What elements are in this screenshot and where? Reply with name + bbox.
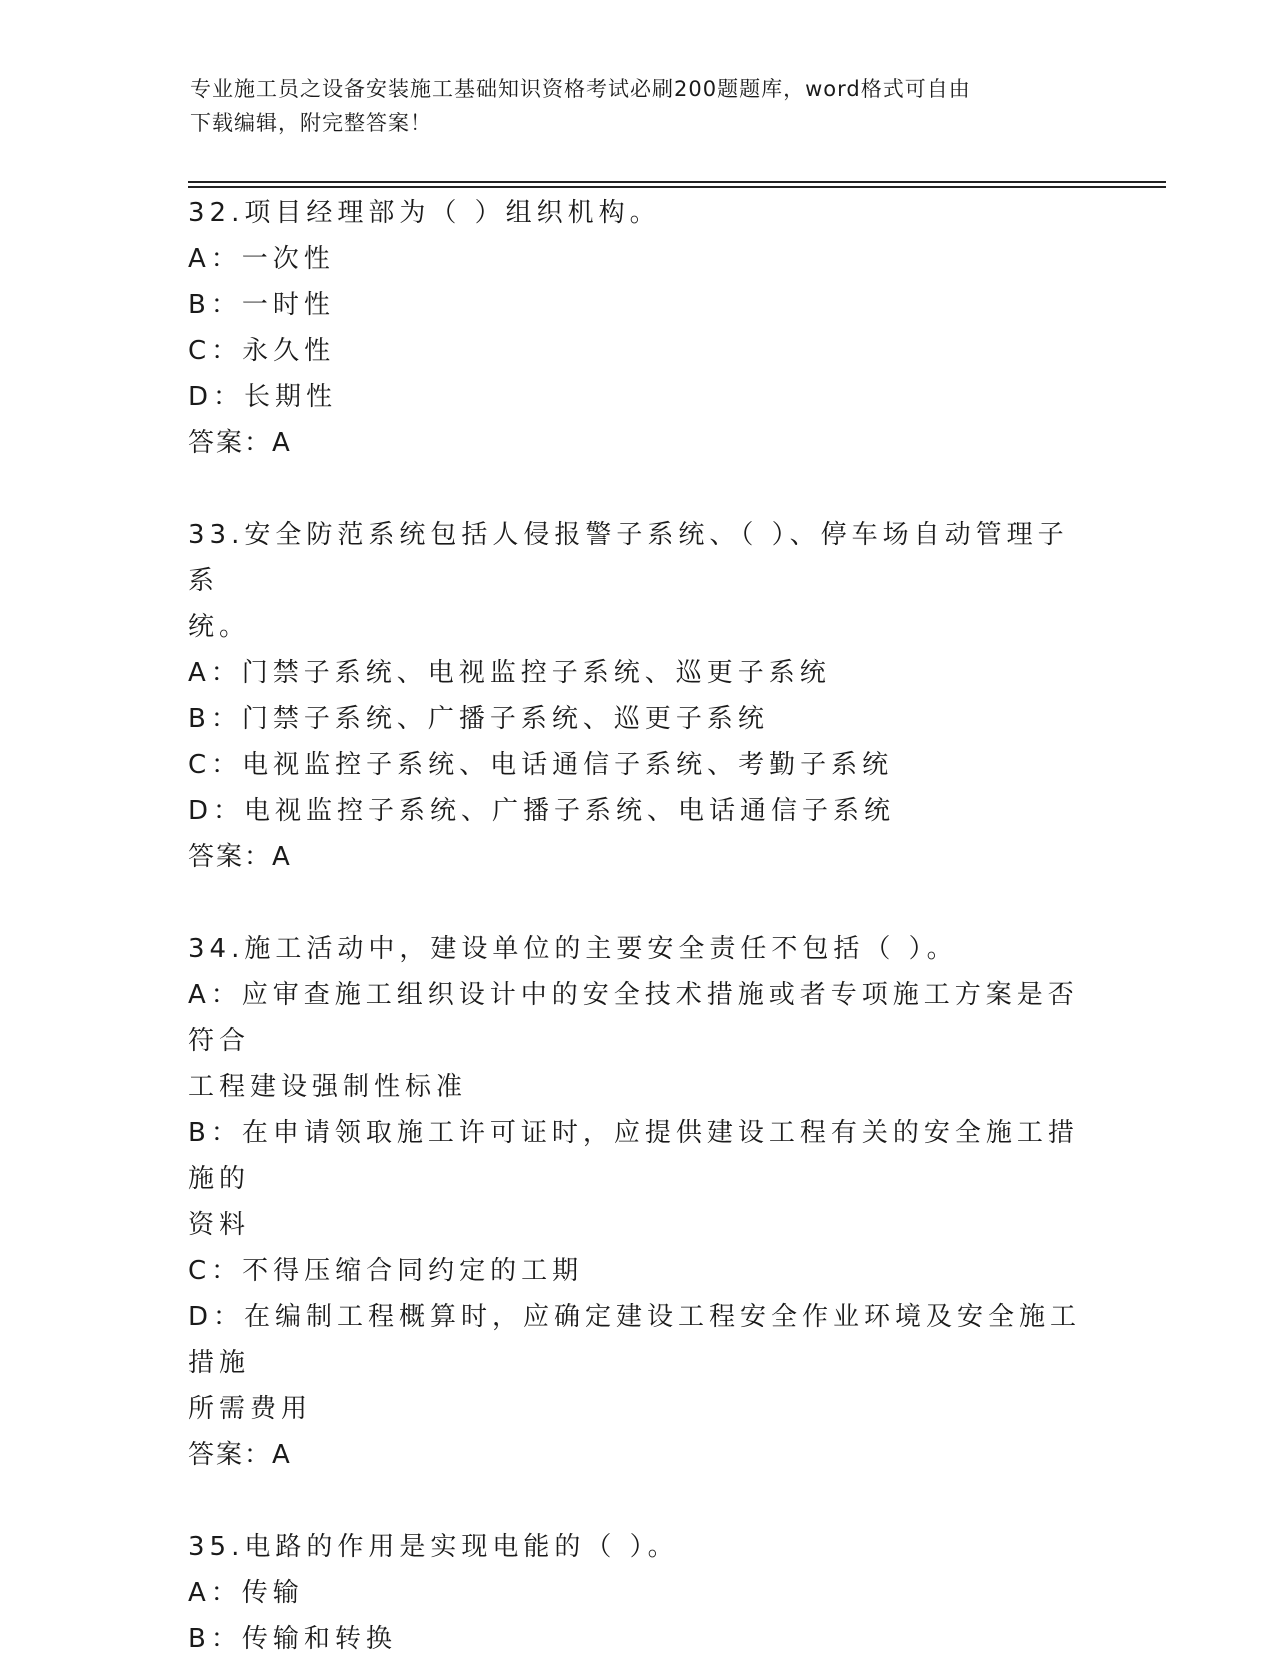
- option-b-line-2: 资料: [188, 1210, 251, 1240]
- option-b-line-1: B：在申请领取施工许可证时，应提供建设工程有关的安全施工措施的: [188, 1118, 1079, 1194]
- option-b: B：门禁子系统、广播子系统、巡更子系统: [188, 704, 769, 734]
- question-stem-line-1: 33.安全防范系统包括人侵报警子系统、（ ）、停车场自动管理子系: [188, 520, 1069, 596]
- question-stem: 32.项目经理部为（ ）组织机构。: [188, 198, 661, 228]
- option-a: A：传输: [188, 1578, 304, 1608]
- header-line-2: 下载编辑，附完整答案！: [190, 111, 432, 135]
- spacer: [188, 466, 1088, 512]
- option-a-line-2: 工程建设强制性标准: [188, 1072, 468, 1102]
- question-35: [188, 1524, 1088, 1662]
- spacer: [188, 880, 1088, 926]
- header-line-1: 专业施工员之设备安装施工基础知识资格考试必刷200题题库，word格式可自由: [190, 77, 971, 101]
- option-c: C：永久性: [188, 336, 336, 366]
- header-divider-top: [188, 181, 1166, 183]
- question-stem: 35.电路的作用是实现电能的（ ）。: [188, 1532, 679, 1562]
- option-a: A：门禁子系统、电视监控子系统、巡更子系统: [188, 658, 831, 688]
- question-34: [188, 926, 1088, 1478]
- header-divider-bottom: [188, 186, 1166, 188]
- option-d-line-2: 所需费用: [188, 1394, 313, 1424]
- option-c: C：不得压缩合同约定的工期: [188, 1256, 584, 1286]
- option-a-line-1: A：应审查施工组织设计中的安全技术措施或者专项施工方案是否符合: [188, 980, 1079, 1056]
- option-c: C：电视监控子系统、电话通信子系统、考勤子系统: [188, 750, 894, 780]
- option-a: A：一次性: [188, 244, 335, 274]
- question-33: [188, 512, 1088, 880]
- option-d: D：长期性: [188, 382, 338, 412]
- option-b: B：一时性: [188, 290, 335, 320]
- answer: 答案：A: [188, 842, 292, 872]
- answer: 答案：A: [188, 1440, 292, 1470]
- option-d-line-1: D：在编制工程概算时，应确定建设工程安全作业环境及安全施工措施: [188, 1302, 1082, 1378]
- question-list: [188, 190, 1088, 1662]
- question-stem: 34.施工活动中，建设单位的主要安全责任不包括（ ）。: [188, 934, 958, 964]
- spacer: [188, 1478, 1088, 1524]
- question-stem-line-2: 统。: [188, 612, 251, 642]
- answer: 答案：A: [188, 428, 292, 458]
- option-d: D：电视监控子系统、广播子系统、电话通信子系统: [188, 796, 896, 826]
- option-b: B：传输和转换: [188, 1624, 397, 1654]
- document-header: [190, 72, 1080, 140]
- question-32: [188, 190, 1088, 466]
